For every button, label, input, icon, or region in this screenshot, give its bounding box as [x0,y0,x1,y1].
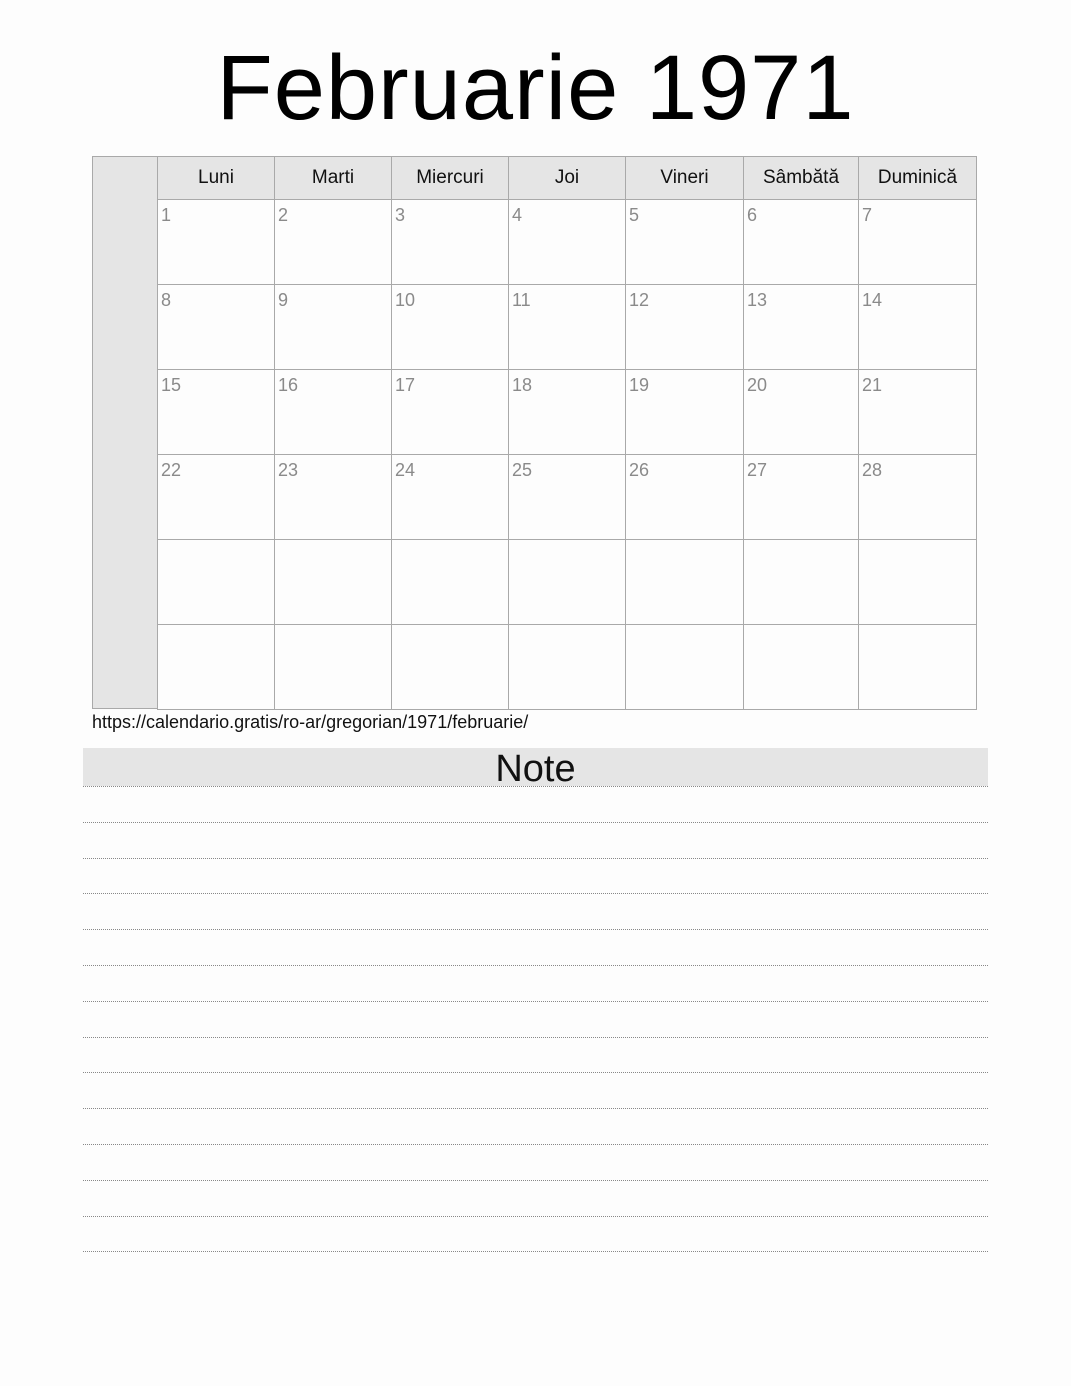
day-cell [158,200,275,285]
day-number: 4 [512,205,523,225]
day-cell [509,285,626,370]
source-url: https://calendario.gratis/ro-ar/gregorian/1971/februarie/ [92,712,529,732]
day-number: 19 [629,375,650,395]
day-cell [744,540,859,625]
day-number: 6 [747,205,758,225]
note-line [83,858,988,859]
calendar-grid [157,156,977,710]
day-cell [744,200,859,285]
day-number: 15 [161,375,182,395]
day-number: 25 [512,460,533,480]
day-cell [275,625,392,710]
note-line [83,1180,988,1181]
weekday-header: Marti [275,157,392,200]
day-cell [859,370,977,455]
day-cell [392,370,509,455]
day-cell [509,455,626,540]
week-row [158,370,977,455]
day-cell [859,625,977,710]
day-cell [744,625,859,710]
day-cell [626,540,744,625]
day-cell [392,200,509,285]
day-number: 28 [862,460,883,480]
day-cell [158,455,275,540]
day-cell [626,200,744,285]
day-cell [509,540,626,625]
week-row [158,625,977,710]
day-number: 10 [395,290,416,310]
day-cell [509,200,626,285]
day-cell [275,540,392,625]
note-line [83,1144,988,1145]
day-cell [859,540,977,625]
note-line [83,1037,988,1038]
day-cell [859,285,977,370]
week-row [158,455,977,540]
day-cell [275,455,392,540]
note-line [83,1072,988,1073]
day-number: 22 [161,460,182,480]
day-cell [509,625,626,710]
day-number: 17 [395,375,416,395]
page-title: Februarie 1971 [216,37,855,139]
weekday-header: Luni [158,157,275,200]
day-cell [392,285,509,370]
note-line [83,965,988,966]
day-cell [859,455,977,540]
day-number: 3 [395,205,406,225]
day-number: 12 [629,290,650,310]
weekday-header: Miercuri [392,157,509,200]
week-number-column [92,156,157,709]
note-line [83,1108,988,1109]
day-number: 1 [161,205,172,225]
day-number: 23 [278,460,299,480]
day-number: 26 [629,460,650,480]
day-cell [509,370,626,455]
day-cell [158,625,275,710]
day-number: 24 [395,460,416,480]
week-row [158,540,977,625]
day-number: 9 [278,290,289,310]
day-cell [158,285,275,370]
day-cell [744,370,859,455]
day-cell [158,540,275,625]
day-cell [275,370,392,455]
weekday-header-row [158,157,977,200]
day-cell [626,455,744,540]
day-number: 16 [278,375,299,395]
day-cell [275,200,392,285]
note-line [83,1001,988,1002]
day-number: 20 [747,375,768,395]
note-line [83,1251,988,1252]
note-line [83,786,988,787]
week-row [158,285,977,370]
notes-title: Note [83,748,988,786]
day-number: 11 [512,290,531,310]
day-cell [744,455,859,540]
day-cell [158,370,275,455]
day-number: 2 [278,205,289,225]
day-cell [392,625,509,710]
day-cell [626,370,744,455]
note-line [83,1216,988,1217]
day-cell [626,625,744,710]
day-cell [392,540,509,625]
day-cell [626,285,744,370]
note-line [83,929,988,930]
day-number: 18 [512,375,533,395]
day-cell [392,455,509,540]
weekday-header: Joi [509,157,626,200]
day-cell [744,285,859,370]
day-number: 7 [862,205,873,225]
day-number: 8 [161,290,172,310]
day-number: 14 [862,290,883,310]
weekday-header: Sâmbătă [744,157,859,200]
weekday-header: Vineri [626,157,744,200]
note-line [83,893,988,894]
day-number: 13 [747,290,768,310]
week-row [158,200,977,285]
note-line [83,822,988,823]
day-number: 5 [629,205,640,225]
day-number: 27 [747,460,768,480]
day-cell [859,200,977,285]
day-number: 21 [862,375,883,395]
weekday-header: Duminică [859,157,977,200]
day-cell [275,285,392,370]
